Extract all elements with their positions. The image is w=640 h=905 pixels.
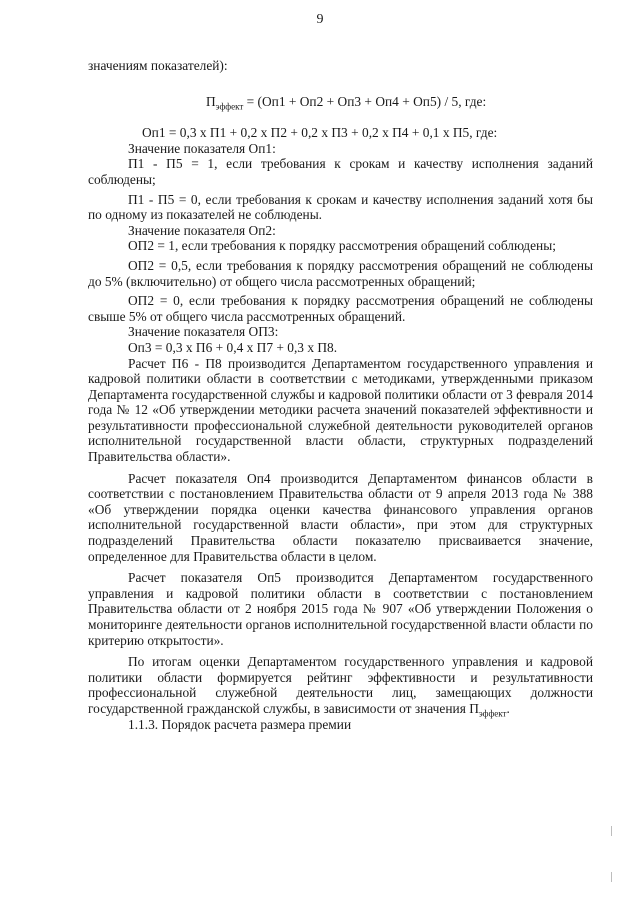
op1-case-1: П1 - П5 = 1, если требования к срокам и качеству исполнения заданий соблюдены; bbox=[88, 156, 593, 187]
op2-case-0: ОП2 = 0, если требования к порядку рассмотрения обращений не соблюдены свыше 5% от общего числа рассмотренных обращений. bbox=[88, 293, 593, 324]
rating-text: По итогам оценки Департаментом государственного управления и кадровой политики области формируется рейтинг эффективности и результативности профессиональной служебной деятельности лиц, замещающих должности государственной гражданской службы, в зависимости от значения П bbox=[88, 654, 593, 716]
scan-mark bbox=[611, 872, 612, 882]
op2-case-1: ОП2 = 1, если требования к порядку рассмотрения обращений соблюдены; bbox=[128, 238, 556, 254]
op5-paragraph: Расчет показателя Оп5 производится Департаментом государственного управления и кадровой политики области в соответствии с постановлением Правительства области от 2 ноября 2015 года № 907 «Об утверждении Положения о мониторинге деятельности органов исполнительной государственной власти области по критерию открытости». bbox=[88, 570, 593, 648]
op3-formula: Оп3 = 0,3 х П6 + 0,4 х П7 + 0,3 х П8. bbox=[128, 339, 338, 355]
formula-subscript: эффект bbox=[215, 101, 244, 112]
rating-paragraph bbox=[88, 654, 593, 719]
rating-subscript: эффект bbox=[478, 708, 507, 719]
formula-symbol: П bbox=[206, 93, 216, 109]
page-number: 9 bbox=[316, 12, 324, 27]
op2-value-title: Значение показателя Оп2: bbox=[128, 222, 276, 238]
rating-end: . bbox=[506, 700, 510, 716]
main-formula bbox=[88, 94, 593, 110]
op2-case-05: ОП2 = 0,5, если требования к порядку рассмотрения обращений не соблюдены до 5% (включительно) от общего числа рассмотренных обращений; bbox=[88, 257, 593, 289]
scan-mark bbox=[611, 826, 612, 836]
op1-value-title: Значение показателя Оп1: bbox=[128, 140, 276, 156]
section-heading: 1.1.3. Порядок расчета размера премии bbox=[128, 716, 352, 732]
formula-expression: = (Оп1 + Оп2 + Оп3 + Оп4 + Оп5) / 5, где: bbox=[243, 93, 487, 109]
op1-formula: Оп1 = 0,3 х П1 + 0,2 х П2 + 0,2 х П3 + 0,2 х П4 + 0,1 х П5, где: bbox=[142, 125, 498, 141]
document-body bbox=[88, 58, 593, 732]
p6-p8-paragraph: Расчет П6 - П8 производится Департаментом государственного управления и кадровой политики области в соответствии с методиками, утвержденными приказом Департамента государственной службы и кадровой политики области от 3 февраля 2014 года № 12 «Об утверждении методики расчета значений показателей эффективности и результативности профессиональной служебной деятельности руководителей органов исполнительной государственной власти области, структурных подразделений Правительства области». bbox=[88, 355, 593, 465]
intro-line: значениям показателей): bbox=[88, 58, 228, 73]
op4-paragraph: Расчет показателя Оп4 производится Департаментом финансов области в соответствии с постановлением Правительства области от 9 апреля 2013 года № 388 «Об утверждении порядка оценки качества финансового управления органов исполнительной государственной власти области», при этом для структурных подразделений Правительства области показателю присваивается значение, определенное для Правительства области в целом. bbox=[88, 470, 593, 564]
op3-value-title: Значение показателя ОП3: bbox=[128, 324, 279, 340]
op1-case-0: П1 - П5 = 0, если требования к срокам и качеству исполнения заданий хотя бы по одному из показателей не соблюдены. bbox=[88, 191, 593, 223]
